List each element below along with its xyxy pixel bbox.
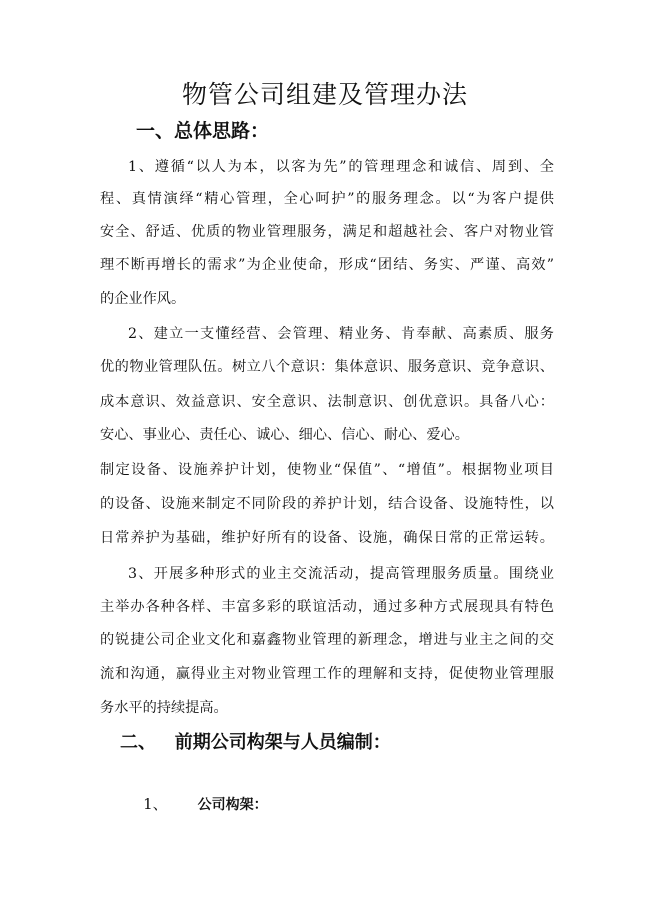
paragraph-line: 的企业作风。: [100, 291, 186, 307]
paragraph-line: 3、开展多种形式的业主交流活动，提高管理服务质量。围绕业: [128, 566, 554, 582]
paragraph-line: 流和沟通，赢得业主对物业管理工作的理解和支持，促使物业管理服: [100, 666, 554, 682]
paragraph-line: 理不断再增长的需求”为企业使命，形成“团结、务实、严谨、高效”: [100, 257, 554, 273]
subsection-title: 公司构架：: [197, 797, 268, 813]
paragraph-line: 的设备、设施来制定不同阶段的养护计划，结合设备、设施特性，以: [100, 496, 554, 512]
paragraph-line: 优的物业管理队伍。树立八个意识：集体意识、服务意识、竞争意识、: [100, 359, 554, 375]
document-title: 物管公司组建及管理办法: [181, 80, 468, 109]
paragraph-line: 2、建立一支懂经营、会管理、精业务、肯奉献、高素质、服务: [128, 326, 554, 342]
paragraph-line: 安心、事业心、责任心、诚心、细心、信心、耐心、爱心。: [100, 427, 469, 443]
paragraph-line: 程、真情演绎“精心管理，全心呵护”的服务理念。以“为客户提供: [100, 191, 554, 207]
paragraph-line: 务水平的持续提高。: [100, 700, 228, 716]
paragraph-line: 成本意识、效益意识、安全意识、法制意识、创优意识。具备八心：: [100, 394, 554, 410]
paragraph-line: 日常养护为基础，维护好所有的设备、设施，确保日常的正常运转。: [100, 530, 554, 546]
paragraph-line: 主举办各种各样、丰富多彩的联谊活动，通过多种方式展现具有特色: [100, 599, 554, 615]
subsection-number: 1、: [143, 795, 168, 813]
paragraph-line: 安全、舒适、优质的物业管理服务，满足和超越社会、客户对物业管: [100, 224, 554, 240]
section-heading-company-structure: 二、 前期公司构架与人员编制：: [120, 732, 391, 753]
paragraph-line: 1、遵循“以人为本，以客为先”的管理理念和诚信、周到、全: [128, 159, 554, 175]
paragraph-line: 制定设备、设施养护计划，使物业“保值”、“增值”。根据物业项目: [100, 462, 554, 478]
section-heading-overall-approach: 一、总体思路：: [136, 120, 270, 142]
subsection-heading-company-framework: [124, 768, 268, 841]
paragraph-line: 的锐捷公司企业文化和嘉鑫物业管理的新理念，增进与业主之间的交: [100, 632, 554, 648]
